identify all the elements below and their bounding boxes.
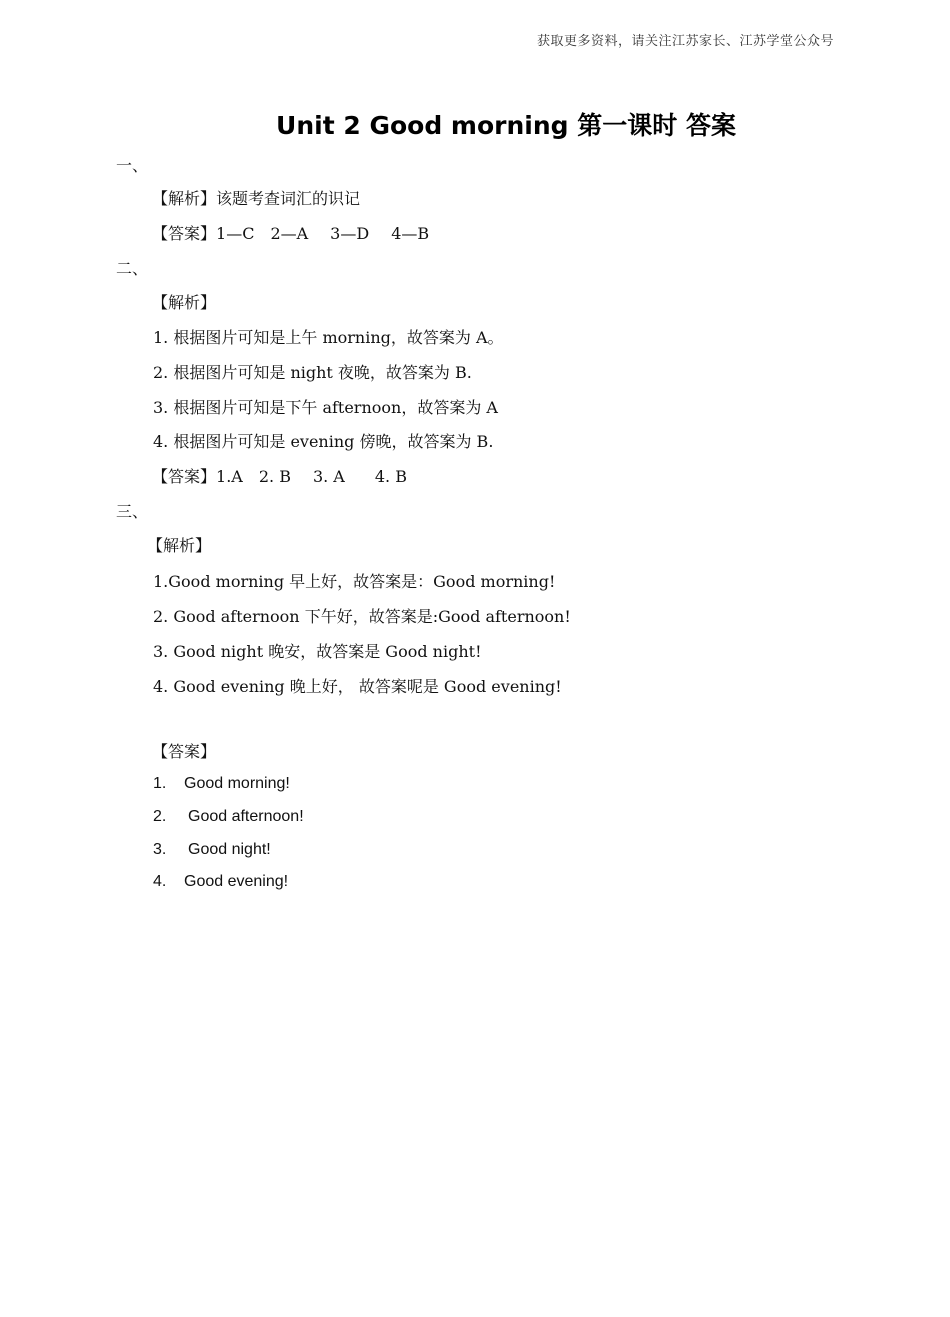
section3-analysis-item: 2. Good afternoon 下午好，故答案是:Good afternoon! xyxy=(153,607,571,626)
section3-answer-item xyxy=(153,873,288,891)
section2-answer: 3. A xyxy=(312,467,345,486)
section2-answer: 2. B xyxy=(258,467,291,486)
section2-answer-line xyxy=(152,464,407,487)
section3-analysis-item: 4. Good evening 晚上好， 故答案呢是 Good evening! xyxy=(153,677,562,696)
section3-analysis-item: 1.Good morning 早上好，故答案是：Good morning! xyxy=(153,572,556,591)
section2-answer-label: 【答案】 xyxy=(152,467,217,486)
section3-answer-item xyxy=(153,808,304,826)
section3-answer-item xyxy=(153,775,290,793)
section3-heading: 三、 xyxy=(116,502,149,521)
section2-answer: 4. B xyxy=(374,467,407,486)
section2-analysis-item: 2. 根据图片可知是 night 夜晚，故答案为 B. xyxy=(153,363,472,382)
section2-analysis-item: 3. 根据图片可知是下午 afternoon，故答案为 A xyxy=(153,398,498,417)
answer-number: 3. xyxy=(153,841,167,858)
answer-text: Good morning! xyxy=(184,775,290,792)
section2-heading: 二、 xyxy=(116,259,149,278)
header-note: 获取更多资料，请关注江苏家长、江苏学堂公众号 xyxy=(536,34,834,49)
section3-analysis-label: 【解析】 xyxy=(147,536,212,555)
answer-number: 4. xyxy=(153,873,167,890)
section3-analysis-item: 3. Good night 晚安，故答案是 Good night! xyxy=(153,642,482,661)
document-title: Unit 2 Good morning 第一课时 答案 xyxy=(276,111,736,140)
section1-answer: 1—C xyxy=(216,224,255,243)
section2-analysis-item: 1. 根据图片可知是上午 morning，故答案为 A。 xyxy=(153,328,504,347)
section1-answer: 4—B xyxy=(391,224,430,243)
section1-answer: 2—A xyxy=(270,224,309,243)
section3-answer-label: 【答案】 xyxy=(152,742,217,761)
section2-answer: 1.A xyxy=(216,467,243,486)
section1-heading: 一、 xyxy=(116,156,149,175)
section1-analysis: 【解析】该题考查词汇的识记 xyxy=(152,189,361,208)
answer-text: Good evening! xyxy=(184,873,289,890)
answer-number: 2. xyxy=(153,808,167,825)
section1-answer-line xyxy=(152,221,429,244)
section1-answer: 3—D xyxy=(330,224,370,243)
answer-number: 1. xyxy=(153,775,167,792)
answer-text: Good night! xyxy=(188,841,271,858)
section3-answer-item xyxy=(153,841,271,859)
section1-answer-label: 【答案】 xyxy=(152,224,217,243)
section2-analysis-label: 【解析】 xyxy=(152,293,217,312)
answer-text: Good afternoon! xyxy=(188,808,304,825)
section2-analysis-item: 4. 根据图片可知是 evening 傍晚，故答案为 B. xyxy=(153,432,494,451)
